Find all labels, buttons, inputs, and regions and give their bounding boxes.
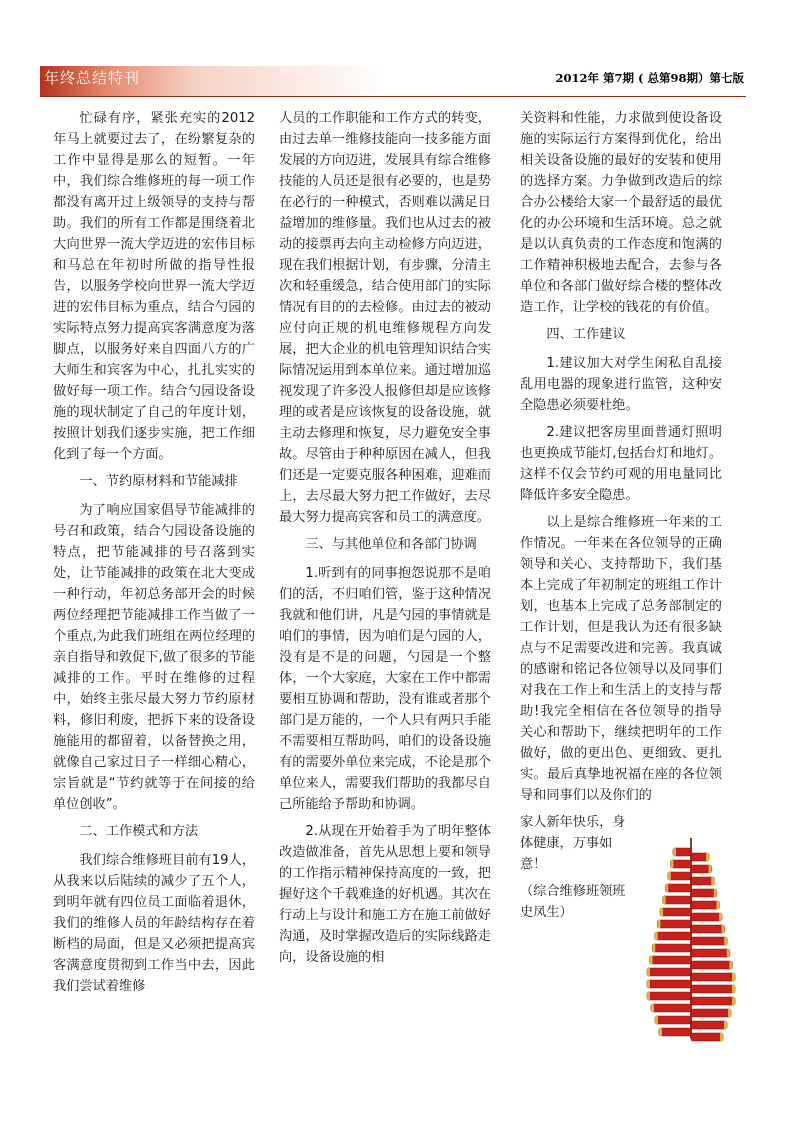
header-rule [40, 96, 746, 97]
paragraph: 1.建议加大对学生闲私自乱接乱用电器的现象进行监管，这种安全隐患必须要杜绝。 [520, 356, 722, 413]
closing-paragraph: 家人新年快乐，身体健康，万事如意！ [520, 815, 626, 872]
paragraph: 关资料和性能，力求做到使设备设施的实际运行方案得到优化，给出相关设备设施的最好的安装和使用的选择方案。力争做到改造后的综合办公楼给大家一个最舒适的最优化的办公环境和生活环境。总之就是以认真负责的工作态度和饱满的工作精神积极地去配合，去参与各单位和各部门做好综合楼的整体改造工作，让学校的钱花的有价值。 [520, 111, 722, 315]
column-3 [520, 108, 722, 923]
section-heading: 四、工作建议 [546, 327, 626, 342]
paragraph: 1.听到有的同事抱怨说那不是咱们的活，不归咱们管，鉴于这种情况我就和他们讲，凡是勺园的事情就是咱们的事情，因为咱们是勺园的人，没有是不是的问题，勺园是一个整体，一个大家庭，大家在工作中都需要相互协调和帮助，没有谁或者那个部门是万能的，一个人只有两只手能不需要相互帮助吗，咱们的设备设施有的需要外单位来完成，不论是那个单位来人，需要我们帮助的我都尽自己所能给予帮助和协调。 [279, 566, 491, 812]
header-issue: 2012年 第7期 ( 总第98期）第七版 [555, 71, 744, 85]
paragraph: 2.从现在开始着手为了明年整体改造做准备，首先从思想上要和领导的工作指示精神保持高度的一致，把握好这个千载难逢的好机遇。其次在行动上与设计和施工方在施工前做好沟通，及时掌握改造后的实际线路走向，设备设施的相 [279, 824, 491, 965]
paragraph: 2.建议把客房里面普通灯照明也更换成节能灯,包括台灯和地灯。这样不仅会节约可观的用电量同比降低许多安全隐患。 [520, 425, 723, 503]
signature: （综合维修班领班 史凤生） [520, 884, 639, 920]
section-heading: 三、与其他单位和各部门协调 [305, 537, 477, 552]
paragraph: 以上是综合维修班一年来的工作情况。一年来在各位领导的正确领导和关心、支持帮助下，我们基本上完成了年初制定的班组工作计划，也基本上完成了总务部制定的工作计划，但是我认为还有很多缺点与不足需要改进和完善。我真诚的感谢和铭记各位领导以及同事们对我在工作上和生活上的支持与帮助!我完全相信在各位领导的指导关心和帮助下，继续把明年的工作做好，做的更出色、更细致、更扎实。最后真挚地祝福在座的各位领导和同事们以及你们的 [520, 515, 722, 803]
paragraph: 忙碌有序，紧张充实的2012年马上就要过去了，在纷繁复杂的工作中显得是那么的短暂。一年中，我们综合维修班的每一项工作都没有离开过上级领导的支持与帮助。我们的所有工作都是围绕着北大向世界一流大学迈进的宏伟目标和马总在年初时所做的指导性报告，以服务学校向世界一流大学迈进的宏伟目标为重点，结合勺园的实际特点努力提高宾客满意度为落脚点，以服务好来自四面八方的广大师生和宾客为中心，扎扎实实的做好每一项工作。结合勺园设备设施的现状制定了自己的年度计划，按照计划我们逐步实施，把工作细化到了每一个方面。 [53, 111, 255, 462]
section-heading: 一、节约原材料和节能减排 [79, 474, 238, 489]
section-heading: 二、工作模式和方法 [79, 824, 199, 839]
paragraph: 我们综合维修班目前有19人，从我来以后陆续的减少了五个人，到明年就有四位员工面临着退休，我们的维修人员的年龄结构存在着断档的局面，但是又必须把提高宾客满意度贯彻到工作当中去，因此我们尝试着维修 [53, 853, 255, 994]
header-title: 年终总结特刊 [44, 69, 141, 87]
paragraph: 人员的工作职能和工作方式的转变，由过去单一维修技能向一技多能方面发展的方向迈进，发展具有综合维修技能的人员还是很有必要的，也是势在必行的一种模式，否则难以满足日益增加的维修量。我们也从过去的被动的接票再去向主动检修方向迈进，现在我们根据计划，有步骤，分清主次和轻重缓急，结合使用部门的实际情况有目的的去检修。由过去的被动应付向正规的机电维修规程方向发展，把大企业的机电管理知识结合实际情况运用到本单位来。通过增加巡视发现了许多没人报修但却是应该修理的或者是应该恢复的设备设施，就主动去修理和恢复，尽力避免安全事故。尽管由于种种原因在减人，但我们还是一定要克服各种困难，迎难而上，去尽最大努力把工作做好，去尽最大努力提高宾客和员工的满意度。 [279, 111, 491, 525]
column-1 [53, 108, 255, 1003]
firecracker-string-icon [638, 838, 744, 1044]
column-2 [279, 108, 491, 974]
paragraph: 为了响应国家倡导节能减排的号召和政策，结合勺园设备设施的特点，把节能减排的号召落到实处，让节能减排的政策在北大变成一种行动，年初总务部开会的时候两位经理把节能减排工作当做了一个重点,为此我们班组在两位经理的亲自指导和敦促下,做了很多的节能减排的工作。平时在维修的过程中，始终主张尽最大努力节约原材料，修旧利废，把拆下来的设备设施能用的都留着，以备替换之用，就像自己家过日子一样细心精心，宗旨就是“节约就等于在间接的给单位创收”。 [53, 503, 256, 812]
